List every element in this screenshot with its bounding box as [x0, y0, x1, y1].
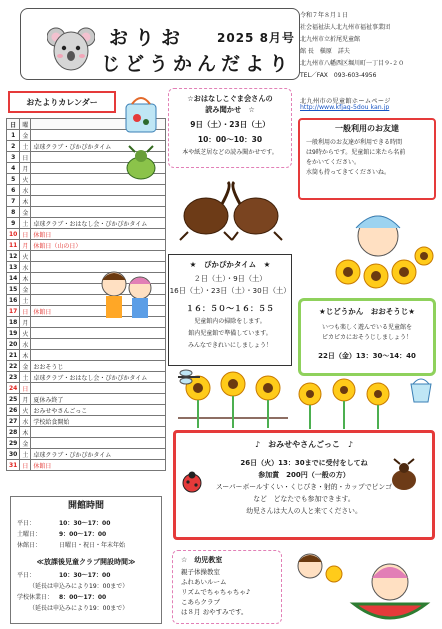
calendar-event	[31, 251, 166, 262]
calendar-weekday: 金	[20, 438, 31, 449]
calendar-event	[31, 185, 166, 196]
calendar-weekday: 金	[20, 130, 31, 141]
calendar-event: 休館日	[31, 460, 166, 471]
pika-dates-1: ２日（土）・9日（土）	[193, 274, 267, 283]
story-title-2: 読み聞かせ ☆	[205, 105, 255, 114]
calendar-weekday: 土	[20, 295, 31, 306]
calendar-day: 14	[7, 273, 20, 284]
stag-beetle-icon	[386, 458, 422, 494]
hours-value: 8：00〜17：00	[59, 594, 107, 601]
calendar-day: 8	[7, 207, 20, 218]
director: 館 長 槇原 詳夫	[300, 48, 350, 55]
calendar-day: 11	[7, 240, 20, 251]
calendar-event	[31, 339, 166, 350]
children-cleaning-icon	[92, 264, 162, 326]
child-icon	[290, 548, 346, 588]
infant-item-3: リズムでちゃちゃちゃ♪	[181, 588, 251, 596]
beetles-illustration-icon	[176, 178, 286, 242]
calendar-day: 1	[7, 130, 20, 141]
calendar-day: 5	[7, 174, 20, 185]
story-dates: 9日（土）・23日（土）	[190, 120, 270, 129]
hours-value: 10：30〜17：00	[59, 572, 111, 579]
calendar-weekday: 土	[20, 449, 31, 460]
calendar-row	[7, 339, 166, 350]
hours-value: 10：30〜17：00	[59, 520, 111, 527]
pika-note-1: 児童館内の掃除をします。	[194, 318, 266, 325]
newsletter-title-box	[20, 8, 300, 80]
calendar-day: 15	[7, 284, 20, 295]
calendar-day: 29	[7, 438, 20, 449]
calendar-weekday: 水	[20, 262, 31, 273]
calendar-event: おみせやさんごっこ	[31, 405, 166, 416]
calendar-day: 4	[7, 163, 20, 174]
calendar-event	[31, 207, 166, 218]
calendar-day: 7	[7, 196, 20, 207]
dragonfly-icon	[176, 368, 202, 386]
calendar-weekday: 金	[20, 207, 31, 218]
calendar-weekday: 水	[20, 339, 31, 350]
calendar-row	[7, 427, 166, 438]
story-time-box	[168, 88, 292, 168]
child-sunflower-icon	[330, 206, 434, 296]
afterschool-note: （延長は申込みにより19：00まで）	[29, 605, 129, 612]
address: 北九州市八幡西区堀川町一丁目９-２０	[300, 60, 405, 67]
pika-note-2: 館内児童館で準備しています。	[188, 330, 272, 337]
calendar-weekday: 土	[20, 372, 31, 383]
child-watermelon-icon	[344, 556, 436, 622]
calendar-row	[7, 405, 166, 416]
shop-line-2: 参加賞 200円（一般の方）	[258, 471, 350, 479]
calendar-day: 18	[7, 317, 20, 328]
pika-dates-2: 16日（土）・23日（土）・30日（土）	[169, 286, 291, 295]
calendar-weekday: 火	[20, 405, 31, 416]
calendar-day: 9	[7, 218, 20, 229]
infant-item-5: は８月 おやすみです。	[181, 608, 248, 616]
calendar-row	[7, 207, 166, 218]
calendar-weekday: 月	[20, 240, 31, 251]
afterschool-row-holiday	[17, 592, 155, 603]
calendar-row	[7, 185, 166, 196]
general-use-box	[298, 118, 436, 200]
calendar-row	[7, 372, 166, 383]
infant-title: ☆ 幼児教室	[181, 556, 223, 564]
calendar-row	[7, 229, 166, 240]
calendar-row	[7, 361, 166, 372]
hours-key: 平日：	[17, 520, 36, 527]
calendar-weekday: 木	[20, 427, 31, 438]
phone: TEL／FAX 093-603-4956	[300, 72, 377, 79]
calendar-event	[31, 383, 166, 394]
calendar-row	[7, 350, 166, 361]
calendar-event: おおそうじ	[31, 361, 166, 372]
calendar-weekday: 金	[20, 361, 31, 372]
calendar-row	[7, 449, 166, 460]
shop-title: ♪ おみせやさんごっこ ♪	[254, 440, 354, 449]
calendar-weekday: 火	[20, 251, 31, 262]
sunflowers-icon	[292, 378, 404, 430]
hours-row-weekday	[17, 518, 155, 529]
calendar-day: 21	[7, 350, 20, 361]
pika-note-3: みんなできれいにしましょう！	[187, 342, 272, 349]
opening-hours-box	[10, 496, 162, 624]
general-line-4: 水筒も持ってきてくださいね。	[306, 169, 391, 176]
pika-time: １６：５０〜１６：５５	[186, 304, 274, 313]
calendar-weekday: 木	[20, 350, 31, 361]
calendar-row	[7, 328, 166, 339]
clean-title: ★じどうかん おおそうじ★	[319, 307, 415, 316]
general-line-1: 一般利用のお友達が利用できる時間	[306, 139, 403, 146]
clean-line-2: ピカピカにおそうじしましょう！	[321, 334, 412, 341]
hours-key: 学校休業日：	[17, 594, 54, 601]
calendar-day: 12	[7, 251, 20, 262]
infant-item-4: こあらクラブ	[181, 598, 220, 606]
calendar-weekday: 日	[20, 152, 31, 163]
calendar-day: 13	[7, 262, 20, 273]
general-title: 一般利用のお友達	[335, 124, 399, 133]
calendar-day: 6	[7, 185, 20, 196]
hours-row-closed	[17, 540, 155, 551]
calendar-day: 16	[7, 295, 20, 306]
general-line-3: をかいてください。	[306, 159, 361, 166]
hours-key: 休館日：	[17, 542, 42, 549]
publish-date: 令和７年８月１日	[300, 12, 349, 19]
header-weekday: 曜	[20, 119, 31, 130]
cleanup-time-box	[168, 254, 292, 366]
story-title-1: ☆おはなしこぐま会さんの	[187, 94, 273, 103]
hours-row-saturday	[17, 529, 155, 540]
shop-line-4: など どなたでも参加できます。	[253, 495, 355, 503]
bug-cage-icon	[118, 92, 164, 138]
stag-beetle-icon	[118, 144, 164, 184]
calendar-event	[31, 427, 166, 438]
hours-key: 土曜日：	[17, 531, 42, 538]
calendar-day: 23	[7, 372, 20, 383]
calendar-weekday: 土	[20, 218, 31, 229]
calendar-event	[31, 328, 166, 339]
calendar-weekday: 月	[20, 163, 31, 174]
calendar-row	[7, 218, 166, 229]
infant-item-2: ふれあいルーム	[181, 578, 227, 586]
calendar-day: 22	[7, 361, 20, 372]
calendar-row	[7, 394, 166, 405]
calendar-event: 卓球クラブ・おはなし会・ぴかぴかタイム	[31, 372, 166, 383]
calendar-title: おたよりカレンダー	[8, 91, 116, 113]
publisher-info	[300, 10, 440, 82]
title-line1: おりお	[109, 27, 188, 49]
calendar-weekday: 日	[20, 306, 31, 317]
calendar-event: 卓球クラブ・おはなし会・ぴかぴかタイム	[31, 218, 166, 229]
calendar-weekday: 日	[20, 460, 31, 471]
story-note: 本や紙芝居などの読み聞かせです。	[182, 149, 278, 156]
calendar-day: 10	[7, 229, 20, 240]
afterschool-note: （延長は申込みにより19：00まで）	[29, 583, 129, 590]
calendar-weekday: 土	[20, 141, 31, 152]
calendar-weekday: 火	[20, 328, 31, 339]
calendar-row	[7, 438, 166, 449]
calendar-weekday: 水	[20, 416, 31, 427]
general-line-2: は9時からです。児童館に来たら名前	[306, 149, 406, 156]
shop-line-1: 26日（火）13：30までに受付をしてね	[240, 459, 368, 467]
calendar-event	[31, 196, 166, 207]
calendar-day: 30	[7, 449, 20, 460]
koala-icon	[47, 23, 95, 75]
calendar-event	[31, 350, 166, 361]
organization: 社会福祉法人北九州市福祉事業団	[300, 24, 391, 31]
calendar-weekday: 木	[20, 273, 31, 284]
calendar-event: 卓球クラブ・ぴかぴかタイム	[31, 449, 166, 460]
calendar-event: 休館日	[31, 229, 166, 240]
clean-line-1: いつも楽しく遊んでいる児童館を	[321, 324, 412, 331]
calendar-weekday: 月	[20, 394, 31, 405]
calendar-row	[7, 383, 166, 394]
calendar-day: 17	[7, 306, 20, 317]
calendar-row	[7, 240, 166, 251]
ladybug-icon	[180, 470, 204, 494]
calendar-weekday: 金	[20, 284, 31, 295]
hours-key: 平日：	[17, 572, 36, 579]
calendar-day: 3	[7, 152, 20, 163]
calendar-day: 28	[7, 427, 20, 438]
calendar-day: 26	[7, 405, 20, 416]
calendar-day: 19	[7, 328, 20, 339]
calendar-row	[7, 251, 166, 262]
calendar-event: 休館日	[31, 306, 166, 317]
calendar-row	[7, 416, 166, 427]
issue-date: 2025 8月号	[217, 31, 295, 45]
calendar-event: 学校給食開始	[31, 416, 166, 427]
calendar-row	[7, 196, 166, 207]
calendar-event: 休館日（山の日）	[31, 240, 166, 251]
calendar-weekday: 月	[20, 317, 31, 328]
calendar-event	[31, 438, 166, 449]
calendar-weekday: 水	[20, 185, 31, 196]
calendar-event: 夏休み終了	[31, 394, 166, 405]
calendar-event: 卓球クラブ・ぴかぴかタイム	[31, 141, 166, 152]
story-time: 10：00〜10：30	[197, 135, 263, 144]
shop-line-5: 幼児さんは大人の人と来てください。	[246, 507, 362, 515]
homepage-label: 北九州市の児童館ホームページ	[300, 98, 391, 105]
afterschool-row-weekday	[17, 570, 155, 581]
hours-title: 開館時間	[67, 501, 104, 511]
infant-class-box	[172, 550, 282, 624]
calendar-weekday: 火	[20, 174, 31, 185]
homepage-link[interactable]: http://www.kfjag-5dou kan.jp	[300, 104, 390, 111]
shop-line-3: スーパーボールすくい・くじびき・射的・カップでピンゴ	[215, 483, 393, 491]
center-name: 北九州市立折尾児童館	[300, 36, 361, 43]
calendar-weekday: 日	[20, 383, 31, 394]
calendar-day: 20	[7, 339, 20, 350]
header-day: 日	[7, 119, 20, 130]
infant-item-1: 親子体操教室	[181, 568, 220, 576]
calendar-day: 27	[7, 416, 20, 427]
bucket-icon	[406, 374, 436, 404]
calendar-day: 2	[7, 141, 20, 152]
big-cleaning-box	[298, 298, 436, 376]
calendar-row	[7, 460, 166, 471]
calendar-day: 31	[7, 460, 20, 471]
calendar-day: 25	[7, 394, 20, 405]
calendar-weekday: 日	[20, 229, 31, 240]
title-line2: じどうかんだより	[101, 53, 294, 75]
hours-value: 9：00〜17：00	[59, 531, 107, 538]
afterschool-title: ≪放課後児童クラブ開設時間≫	[36, 558, 136, 566]
pika-title: ★ ぴかぴかタイム ★	[189, 260, 271, 269]
calendar-day: 24	[7, 383, 20, 394]
hours-value: 日曜日・祝日・年末年始	[59, 542, 126, 549]
calendar-weekday: 木	[20, 196, 31, 207]
clean-time: 22日（金）13：30〜14：40	[318, 352, 416, 360]
